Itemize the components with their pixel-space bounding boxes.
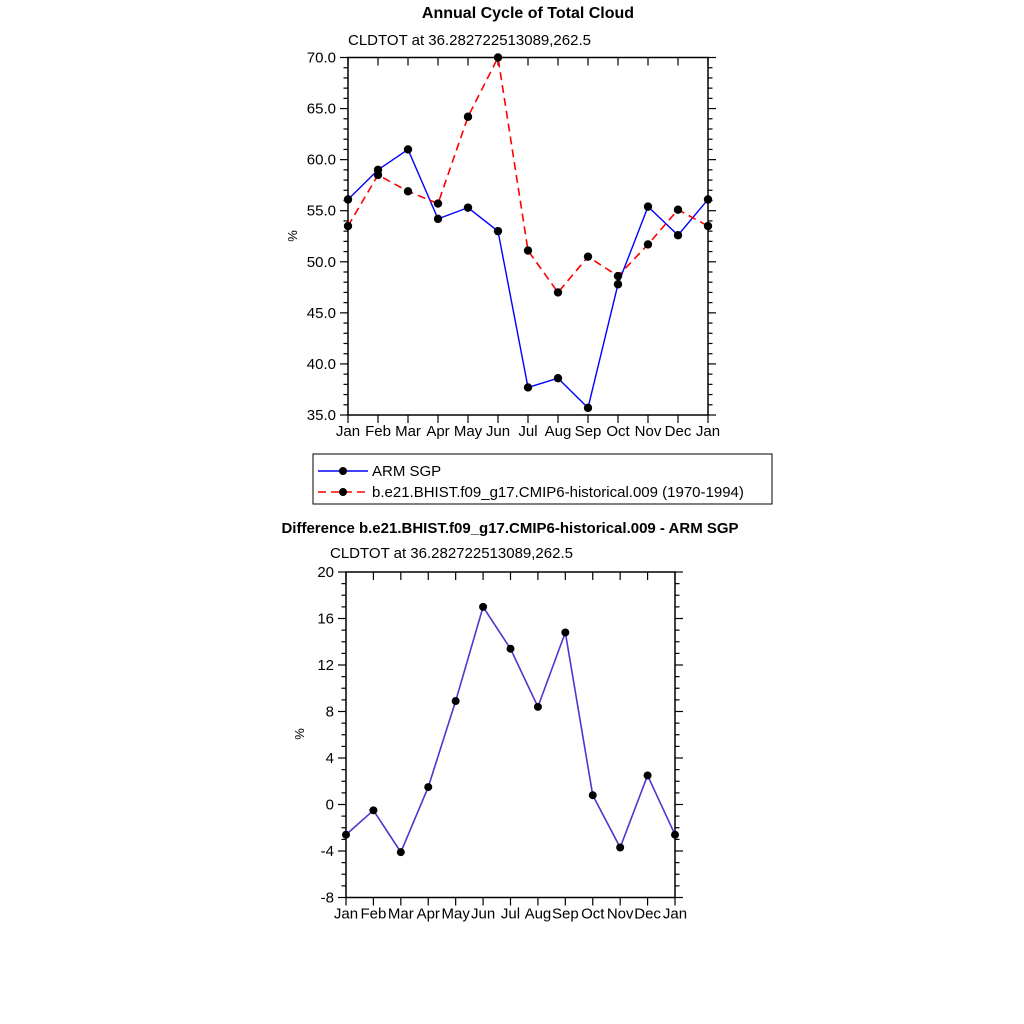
y-tick-label: 55.0 — [306, 202, 336, 220]
series-marker-0 — [479, 603, 487, 611]
series-marker-0 — [397, 848, 405, 856]
y-tick-label: 16 — [317, 610, 334, 628]
series-marker-1 — [584, 252, 592, 260]
series-line-0 — [346, 607, 675, 852]
series-marker-1 — [704, 222, 712, 230]
x-tick-label: Jun — [470, 905, 496, 923]
series-marker-0 — [464, 203, 472, 211]
x-tick-label: Sep — [574, 423, 602, 440]
y-tick-label: 70.0 — [306, 49, 336, 67]
y-tick-label: 20 — [317, 564, 334, 581]
series-marker-0 — [644, 202, 652, 210]
bottom-chart-plot-area — [317, 564, 687, 923]
x-tick-label: Jun — [485, 423, 511, 440]
series-marker-0 — [452, 697, 460, 705]
legend-label-arm: ARM SGP — [372, 463, 442, 480]
legend — [313, 454, 772, 504]
series-marker-0 — [344, 195, 352, 203]
series-marker-1 — [554, 288, 562, 296]
series-marker-0 — [434, 215, 442, 223]
series-marker-0 — [561, 628, 569, 636]
series-marker-0 — [494, 227, 502, 235]
series-marker-0 — [671, 831, 679, 839]
y-tick-label: 40.0 — [306, 355, 336, 373]
series-marker-0 — [554, 374, 562, 382]
series-marker-1 — [674, 205, 682, 213]
series-marker-1 — [644, 240, 652, 248]
series-marker-0 — [584, 404, 592, 412]
x-tick-label: Oct — [606, 423, 630, 440]
x-tick-label: Feb — [365, 423, 391, 440]
x-tick-label: Nov — [606, 905, 634, 923]
series-marker-0 — [644, 771, 652, 779]
legend-sample-marker-model — [339, 488, 347, 496]
y-tick-label: -8 — [320, 889, 334, 907]
top-chart-title: Annual Cycle of Total Cloud — [421, 5, 635, 22]
series-marker-0 — [616, 844, 624, 852]
top-chart-ylabel: % — [285, 230, 300, 242]
series-marker-0 — [674, 231, 682, 239]
x-tick-label: Dec — [634, 905, 661, 923]
series-marker-1 — [374, 171, 382, 179]
y-tick-label: 60.0 — [306, 151, 336, 169]
plot-frame — [348, 58, 708, 416]
legend-label-model: b.e21.BHIST.f09_g17.CMIP6-historical.009 (1970-1994) — [372, 484, 744, 501]
x-tick-label: Nov — [634, 423, 662, 440]
x-tick-label: Jan — [335, 423, 361, 440]
x-tick-label: Aug — [524, 905, 552, 923]
series-marker-0 — [589, 791, 597, 799]
y-tick-label: 4 — [325, 750, 334, 767]
x-tick-label: Apr — [426, 423, 450, 440]
series-marker-0 — [524, 383, 532, 391]
x-tick-label: Dec — [664, 423, 692, 440]
bottom-chart-subtitle: CLDTOT at 36.282722513089,262.5 — [330, 545, 573, 562]
series-marker-0 — [614, 280, 622, 288]
x-tick-label: Mar — [395, 423, 421, 440]
series-marker-1 — [434, 199, 442, 207]
y-tick-label: 8 — [325, 703, 334, 721]
series-marker-1 — [404, 187, 412, 195]
legend-sample-marker-arm — [339, 467, 347, 475]
plot-frame — [346, 572, 675, 898]
bottom-chart-ylabel: % — [292, 728, 307, 740]
x-tick-label: Jul — [518, 423, 538, 440]
series-marker-1 — [524, 246, 532, 254]
x-tick-label: Apr — [416, 905, 440, 923]
series-marker-1 — [344, 222, 352, 230]
y-tick-label: 0 — [325, 796, 334, 814]
x-tick-label: Aug — [544, 423, 572, 440]
x-tick-label: Jan — [662, 905, 688, 923]
series-line-1 — [348, 58, 708, 293]
y-tick-label: 12 — [317, 657, 334, 674]
top-chart-plot-area — [307, 50, 720, 441]
y-tick-label: 65.0 — [306, 100, 336, 118]
bottom-chart-title: Difference b.e21.BHIST.f09_g17.CMIP6-historical.009 - ARM SGP — [281, 520, 739, 537]
x-tick-label: May — [441, 905, 470, 923]
series-marker-0 — [507, 645, 515, 653]
series-marker-0 — [369, 806, 377, 814]
x-tick-label: Jan — [695, 423, 721, 440]
series-marker-0 — [342, 831, 350, 839]
y-tick-label: 35.0 — [306, 407, 336, 424]
x-tick-label: Mar — [387, 905, 414, 923]
x-tick-label: May — [453, 423, 483, 440]
series-marker-0 — [534, 703, 542, 711]
series-marker-0 — [704, 195, 712, 203]
y-tick-label: 45.0 — [306, 304, 336, 322]
x-tick-label: Jan — [333, 905, 359, 923]
series-line-0 — [348, 149, 708, 407]
series-marker-0 — [404, 145, 412, 153]
x-tick-label: Sep — [551, 905, 579, 923]
series-marker-1 — [614, 272, 622, 280]
x-tick-label: Jul — [500, 905, 521, 923]
series-marker-1 — [464, 113, 472, 121]
y-tick-label: 50.0 — [306, 253, 336, 271]
x-tick-label: Oct — [581, 905, 605, 923]
x-tick-label: Feb — [360, 905, 387, 923]
y-tick-label: -4 — [320, 843, 334, 860]
top-chart-subtitle: CLDTOT at 36.282722513089,262.5 — [348, 32, 591, 49]
series-marker-0 — [424, 783, 432, 791]
series-marker-1 — [494, 53, 502, 61]
